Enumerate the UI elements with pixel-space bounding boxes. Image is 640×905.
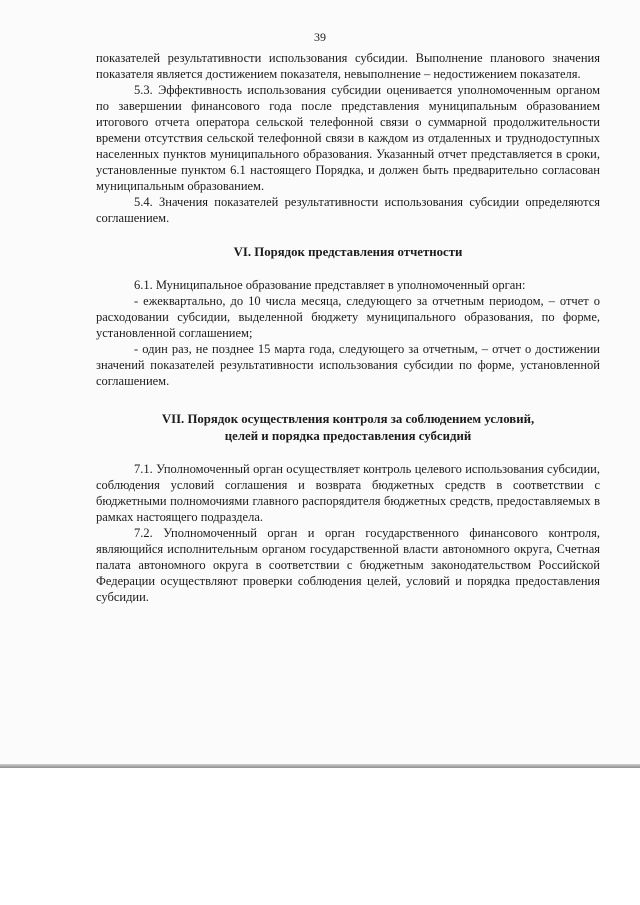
page-number: 39 bbox=[314, 30, 326, 44]
document-body bbox=[96, 50, 600, 605]
paragraph-7-1: 7.1. Уполномоченный орган осуществляет контроль целевого использования субсидии, соблюдения условий соглашения и возврата бюджетных средств в соответствии с бюджетными полномочиями главного распорядителя бюджетных средств, предоставляемых в рамках настоящего подраздела. bbox=[96, 462, 600, 524]
scan-bottom-edge bbox=[0, 764, 640, 768]
section-7-heading-line-1: VII. Порядок осуществления контроля за соблюдением условий, bbox=[161, 412, 535, 426]
paragraph-5-4: 5.4. Значения показателей результативности использования субсидии определяются соглашением. bbox=[96, 195, 600, 225]
paragraph-5-3: 5.3. Эффективность использования субсидии оценивается уполномоченным органом по завершении финансового года после представления муниципальным образованием итогового отчета оператора сельской телефонной связи о суммарной продолжительности времени отсутствия сельской телефонной связи в каждом из отдаленных и труднодоступных населенных пунктов муниципального образования. Указанный отчет представляется в сроки, установленные пунктом 6.1 настоящего Порядка, и должен быть предварительно согласован муниципальным образованием. bbox=[96, 83, 600, 193]
paragraph-7-2: 7.2. Уполномоченный орган и орган государственного финансового контроля, являющийся исполнительным органом государственной власти автономного округа, Счетная палата автономного округа в соответствии с бюджетным законодательством Российской Федерации осуществляют проверки соблюдения целей, условий и порядка предоставления субсидии. bbox=[96, 526, 600, 604]
section-6-heading: VI. Порядок представления отчетности bbox=[233, 245, 463, 259]
paragraph-indicator-tail: показателей результативности использования субсидии. Выполнение планового значения показателя является достижением показателя, невыполнение – недостижением показателя. bbox=[96, 51, 600, 81]
paragraph-6-1-quarterly: - ежеквартально, до 10 числа месяца, следующего за отчетным периодом, – отчет о расходовании субсидии, выделенной бюджету муниципального образования, по форме, установленной соглашением; bbox=[96, 294, 600, 340]
section-7-heading bbox=[96, 411, 600, 445]
paragraph-6-1: 6.1. Муниципальное образование представляет в уполномоченный орган: bbox=[134, 278, 526, 292]
paragraph-6-1-annual: - один раз, не позднее 15 марта года, следующего за отчетным, – отчет о достижении значений показателей результативности использования субсидии по форме, установленной соглашением. bbox=[96, 342, 600, 388]
section-7-heading-line-2: целей и порядка предоставления субсидий bbox=[224, 429, 472, 443]
